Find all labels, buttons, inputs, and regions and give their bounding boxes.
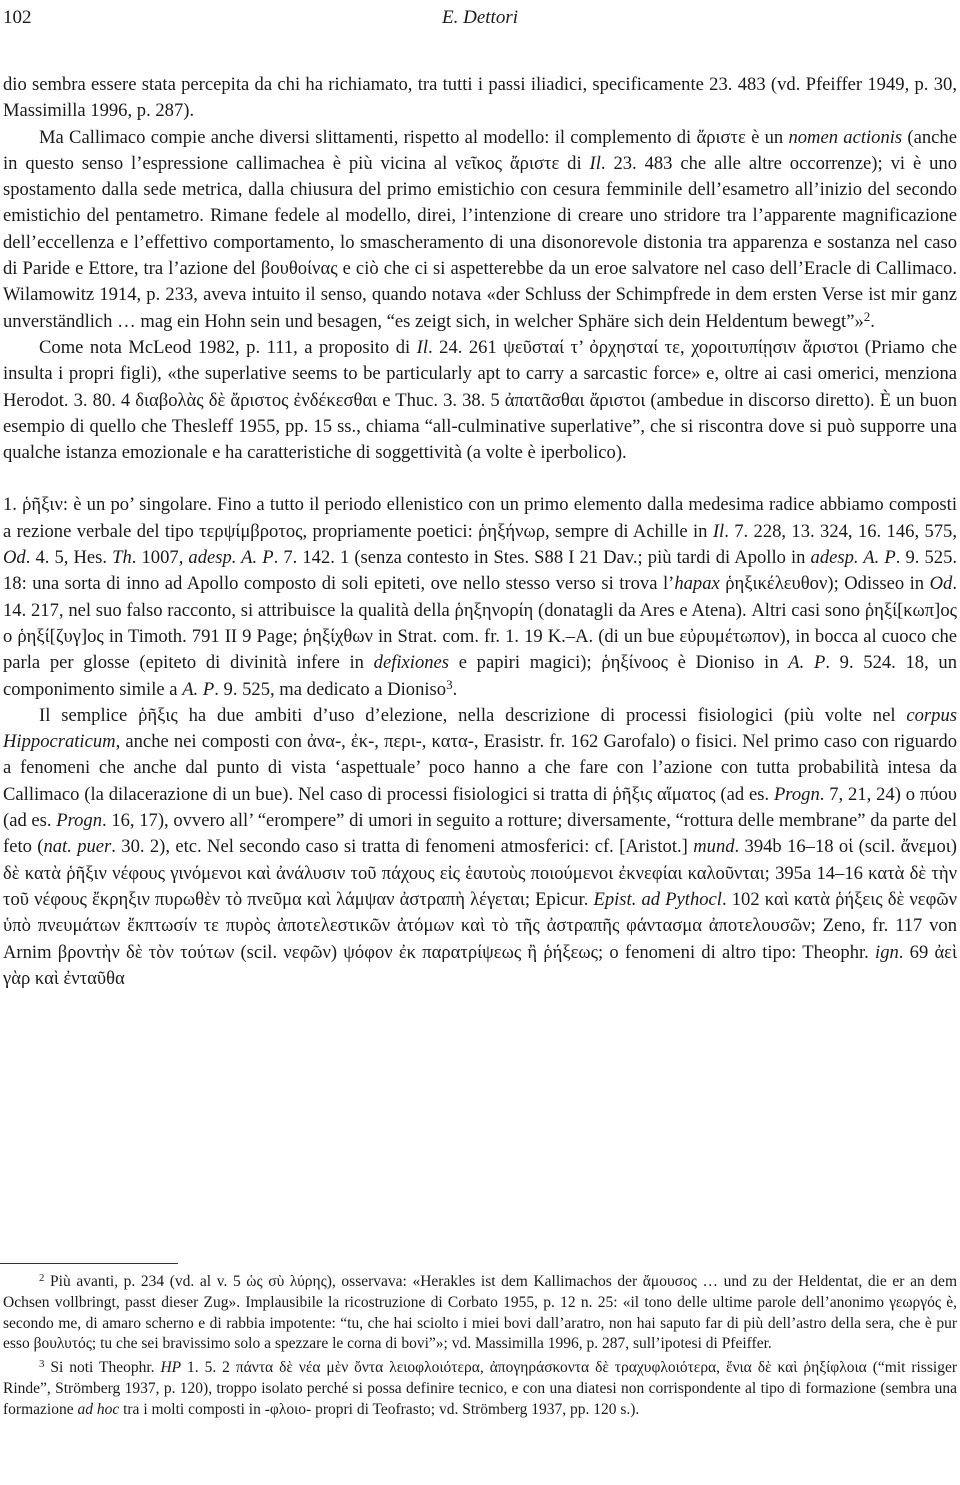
footnote-2: $^2$ Più avanti, p. 234 (vd. al v. 5 ὡς σὺ λύρης), osservava: «Herakles ist dem Kallimachos der ἄμουσος … und zu der Heldentat, die er an dem Ochsen vollbringt, passt dieser Zug». Implausibile la ricostruzione di Corbato 1955, p. 12 n. 25: «il tono delle ultime parole dell’anonimo γεωργός è, secondo me, di amaro scherno e di rabbia impotente: “tu, che hai sciolto i miei bovi dall’aratro, non hai saputo far di più dell’astro della sera, che è pur esso βουλυτός; tu che sei bravissimo solo a spezzare le corna di bovi”»; vd. Massimilla 1996, p. 287, sull’ipotesi di Pfeiffer.: [3, 1272, 957, 1353]
paragraph-3: Come nota McLeod 1982, p. 111, a proposito di Il. 24. 261 ψεῦσταί τ’ ὀρχησταί τε, χοροιτυπίῃσιν ἄριστοι (Priamo che insulta i propri figli), «the superlative seems to be particularly apt to carry a sarcastic force» e, oltre ai casi omerici, menziona Herodot. 3. 80. 4 διαβολὰς δὲ ἄριστος ἐνδέκεσθαι e Thuc. 3. 38. 5 ἀπατᾶσθαι ἄριστοι (ambedue in discorso diretto). È un buon esempio di quello che Thesleff 1955, pp. 15 ss., chiama “all-culminative superlative”, che si riscontra dove si può supporre una qualche istanza emozionale e ha caratteristiche di soggettività (a volte è iperbolico).: [3, 336, 957, 464]
paragraph-1: dio sembra essere stata percepita da chi ha richiamato, tra tutti i passi iliadici, specificamente 23. 483 (vd. Pfeiffer 1949, p. 30, Massimilla 1996, p. 287).: [3, 74, 957, 122]
paragraph-5: Il semplice ῥῆξις ha due ambiti d’uso d’elezione, nella descrizione di processi fisiologici (più volte nel corpus Hippocraticum, anche nei composti con ἀνα-, ἐκ-, περι-, κατα-, Erasistr. fr. 162 Garofalo) o fisici. Nel primo caso con riguardo a fenomeni che anche dal punto di vista ‘aspettuale’ poco hanno a che fare con l’azione con tutta probabilità intesa da Callimaco (la dilacerazione di un bue). Nel caso di processi fisiologici si tratta di ῥῆξις αἵματος (ad es. Progn. 7, 21, 24) o πύου (ad es. Progn. 16, 17), ovvero all’ “erompere” di umori in seguito a rotture; diversamente, “rottura delle membrane” da parte del feto (nat. puer. 30. 2), etc. Nel secondo caso si tratta di fenomeni atmosferici: cf. [Aristot.] mund. 394b 16–18 οἱ (scil. ἄνεμοι) δὲ κατὰ ῥῆξιν νέφους γινόμενοι καὶ ἀνάλυσιν τοῦ πάχους εἰς ἑαυτοὺς ποιούμενοι ἐκνεφίαι καλοῦνται; 395a 14–16 κατὰ δὲ τὴν τοῦ νέφους ἔκρηξιν πυρωθὲν τὸ πνεῦμα καὶ λάμψαν ἀστραπὴ λέγεται; Epicur. Epist. ad Pythocl. 102 καὶ κατὰ ῥήξεις δὲ νεφῶν ὑπὸ πνευμάτων ἔκπτωσίν τε πυρὸς ἀποτελεστικῶν ἀτόμων καὶ τὸ τῆς ἀστραπῆς φάντασμα ἀποτελουσῶν; Zeno, fr. 117 von Arnim βροντὴν δὲ τὸν τούτων (scil. νεφῶν) ψόφον ἐκ παρατρίψεως ἢ ῥήξεως; o fenomeni di altro tipo: Theophr. ign. 69 ἀεὶ γὰρ καὶ ἐνταῦθα: [3, 704, 957, 989]
footnote-number-3: 3: [39, 1358, 45, 1371]
page-number: 102: [3, 7, 32, 28]
footnotes: [3, 1272, 957, 1421]
running-title: E. Dettori: [442, 7, 518, 28]
running-head: [3, 4, 957, 32]
footnote-separator: [0, 1263, 178, 1264]
body-text: [3, 72, 957, 992]
footnote-ref-3[interactable]: 3: [446, 676, 453, 692]
paragraph-lemma-1: 1. ῥῆξιν: è un po’ singolare. Fino a tutto il periodo ellenistico con un primo elemento dalla medesima radice abbiamo composti a rezione verbale del tipo τερψίμβροτος, propriamente poetici: ῥηξήνωρ, sempre di Achille in Il. 7. 228, 13. 324, 16. 146, 575, Od. 4. 5, Hes. Th. 1007, adesp. A. P. 7. 142. 1 (senza contesto in Stes. S88 I 21 Dav.; più tardi di Apollo in adesp. A. P. 9. 525. 18: una sorta di inno ad Apollo composto di soli epiteti, ove nello stesso verso si trova l’hapax ῥηξικέλευθον); Odisseo in Od. 14. 217, nel suo falso racconto, si attribuisce la qualità della ῥηξηνορίη (donatagli da Ares e Atena). Altri casi sono ῥηξί[κωπ]ος o ῥηξί[ζυγ]ος in Timoth. 791 II 9 Page; ῥηξίχθων in Strat. com. fr. 1. 19 K.–A. (di un bue εὐρυμέτωπον), in bocca al cuoco che parla per glosse (epiteto di divinità infere in defixiones e papiri magici); ῥηξίνοος è Dioniso in A. P. 9. 524. 18, un componimento simile a A. P. 9. 525, ma dedicato a Dioniso$^3$.: [3, 494, 958, 700]
footnote-3: $^3$ Si noti Theophr. HP 1. 5. 2 πάντα δὲ νέα μὲν ὄντα λειοφλοιότερα, ἀπογηράσκοντα δὲ τραχυφλοιότερα, ἔνια δὲ καὶ ῥηξίφλοια (“mit rissiger Rinde”, Strömberg 1937, p. 120), troppo isolato perché si possa definire tecnico, e con una diatesi non corrispondente al tipo di formazione (sembra una formazione ad hoc tra i molti composti in -φλοιο- propri di Teofrasto; vd. Strömberg 1937, pp. 120 s.).: [3, 1358, 957, 1418]
footnote-ref-2[interactable]: 2: [863, 308, 871, 324]
footnote-number-2: 2: [39, 1272, 45, 1285]
paragraph-2: Ma Callimaco compie anche diversi slittamenti, rispetto al modello: il complemento di ἄριστε è un nomen actionis (anche in questo senso l’espressione callimachea è più vicina al νεῖκος ἄριστε di Il. 23. 483 che alle altre occorrenze); vi è uno spostamento dalla sede metrica, dalla chiusura del primo emistichio con cesura femminile dell’esametro all’inizio del secondo emistichio del pentametro. Rimane fedele al modello, direi, l’intenzione di creare uno stridore tra l’apparente magnificazione dell’eccellenza e l’effettivo comportamento, lo smascheramento di una disonorevole distonia tra apparenza e sostanza nel caso di Paride e Ettore, tra l’azione del βουθοίνας e ciò che ci si aspetterebbe da un eroe salvatore nel caso dell’Eracle di Callimaco. Wilamowitz 1914, p. 233, aveva intuito il senso, quando notava «der Schluss der Schimpfrede in dem ersten Verse ist mir ganz unverständlich … mag ein Hohn sein und besagen, “es zeigt sich, in welcher Sphäre sich dein Heldentum bewegt”»$^2$.: [3, 126, 957, 332]
